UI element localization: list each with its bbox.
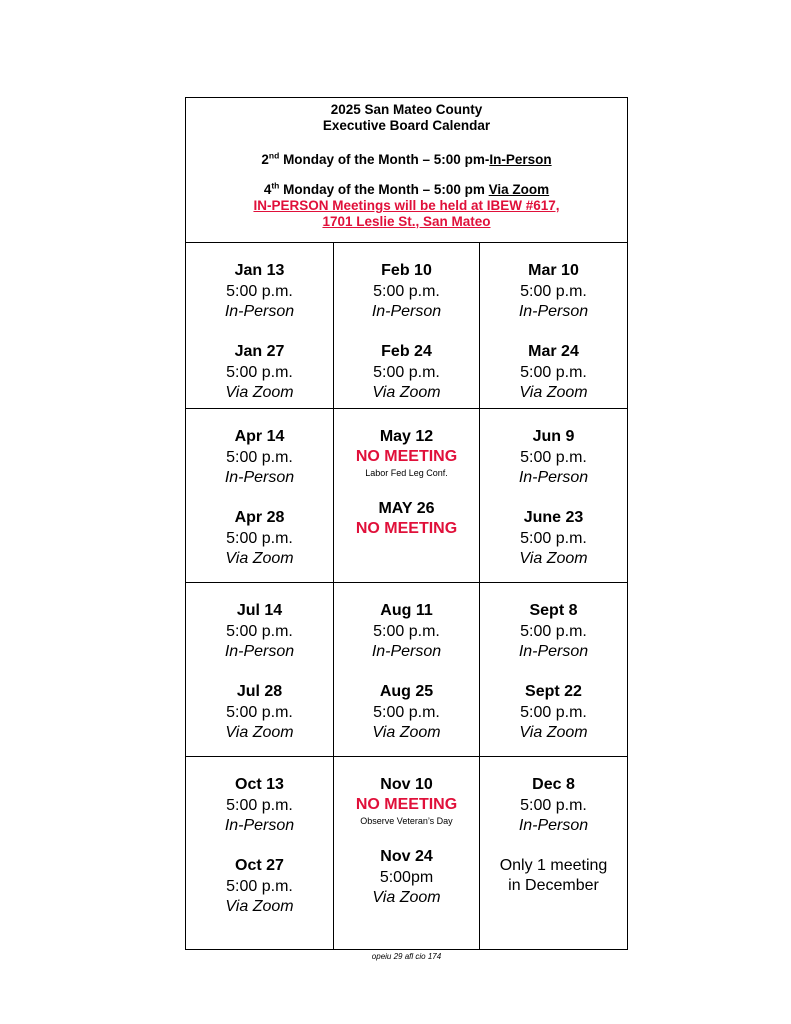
meeting-time: 5:00 p.m. xyxy=(520,283,587,300)
cell-april xyxy=(186,409,334,583)
december-note-line1: Only 1 meeting xyxy=(499,857,608,874)
meeting-date: Oct 27 xyxy=(235,857,284,874)
second-ordinal-suffix: nd xyxy=(268,150,280,161)
meeting-mode: Via Zoom xyxy=(372,724,441,741)
december-note-line2: in December xyxy=(508,877,599,894)
meeting-time: 5:00 p.m. xyxy=(520,797,587,814)
meeting-time: 5:00 p.m. xyxy=(226,797,293,814)
meeting-time: 5:00 p.m. xyxy=(520,704,587,721)
fourth-ordinal: 4 xyxy=(263,182,272,197)
meeting-date: Jan 27 xyxy=(234,343,285,360)
no-meeting-label: NO MEETING xyxy=(355,796,458,813)
meeting-mode: Via Zoom xyxy=(372,889,441,906)
second-monday-line xyxy=(186,152,627,168)
cell-september xyxy=(480,583,627,757)
meeting-date: Feb 10 xyxy=(381,262,432,279)
second-ordinal: 2 xyxy=(261,152,269,167)
meeting-mode: Via Zoom xyxy=(519,724,588,741)
meeting-date: Mar 10 xyxy=(528,262,579,279)
meeting-date: Oct 13 xyxy=(235,776,284,793)
meeting-mode: Via Zoom xyxy=(225,550,294,567)
union-label-footer: opeiu 29 afl cio 174 xyxy=(371,952,442,961)
meeting-date: Feb 24 xyxy=(381,343,432,360)
second-monday-mode: In-Person xyxy=(489,152,552,167)
cell-february xyxy=(334,243,480,409)
meeting-mode: In-Person xyxy=(518,643,589,660)
meeting-time: 5:00 p.m. xyxy=(226,364,293,381)
meeting-date: June 23 xyxy=(523,509,584,526)
meeting-date: May 12 xyxy=(379,428,434,445)
cell-december xyxy=(480,757,627,949)
meeting-date: Apr 14 xyxy=(234,428,285,445)
meeting-mode: Via Zoom xyxy=(519,550,588,567)
meeting-date: Jan 13 xyxy=(234,262,285,279)
meeting-date: Mar 24 xyxy=(528,343,579,360)
meeting-note: Labor Fed Leg Conf. xyxy=(365,468,448,478)
meeting-time: 5:00 p.m. xyxy=(520,623,587,640)
meeting-mode: Via Zoom xyxy=(225,724,294,741)
meeting-mode: In-Person xyxy=(518,469,589,486)
no-meeting-label: NO MEETING xyxy=(355,448,458,465)
meeting-mode: In-Person xyxy=(518,303,589,320)
meeting-date: Aug 11 xyxy=(380,602,433,619)
meeting-time: 5:00 p.m. xyxy=(373,283,440,300)
fourth-monday-mode: Via Zoom xyxy=(488,182,550,197)
calendar-sheet xyxy=(185,97,628,950)
meeting-time: 5:00 p.m. xyxy=(520,364,587,381)
header-title-line2: Executive Board Calendar xyxy=(322,118,491,133)
calendar-header xyxy=(186,98,627,243)
meeting-time: 5:00 p.m. xyxy=(226,449,293,466)
meeting-mode: In-Person xyxy=(224,817,295,834)
cell-july xyxy=(186,583,334,757)
meeting-mode: In-Person xyxy=(371,643,442,660)
fourth-monday-text: Monday of the Month – 5:00 pm xyxy=(279,182,489,197)
meeting-date: Jul 14 xyxy=(236,602,283,619)
meeting-time: 5:00 p.m. xyxy=(226,704,293,721)
meeting-date: Apr 28 xyxy=(234,509,285,526)
meeting-mode: Via Zoom xyxy=(225,898,294,915)
meeting-time: 5:00 p.m. xyxy=(226,283,293,300)
cell-november xyxy=(334,757,480,949)
calendar-grid xyxy=(186,243,627,949)
meeting-time: 5:00 p.m. xyxy=(373,364,440,381)
meeting-date: Dec 8 xyxy=(532,776,575,793)
meeting-note: Observe Veteran’s Day xyxy=(360,816,453,826)
meeting-mode: Via Zoom xyxy=(519,384,588,401)
meeting-mode: In-Person xyxy=(371,303,442,320)
meeting-time: 5:00 p.m. xyxy=(373,623,440,640)
cell-january xyxy=(186,243,334,409)
meeting-date: Nov 24 xyxy=(380,848,433,865)
location-notice-line2: 1701 Leslie St., San Mateo xyxy=(322,214,491,229)
meeting-time: 5:00 p.m. xyxy=(373,704,440,721)
header-title-line1: 2025 San Mateo County xyxy=(330,102,483,117)
meeting-date: MAY 26 xyxy=(378,500,435,517)
meeting-mode: Via Zoom xyxy=(372,384,441,401)
meeting-mode: In-Person xyxy=(518,817,589,834)
meeting-date: Aug 25 xyxy=(379,683,434,700)
meeting-date: Nov 10 xyxy=(380,776,433,793)
meeting-time: 5:00 p.m. xyxy=(520,449,587,466)
meeting-time: 5:00 p.m. xyxy=(520,530,587,547)
no-meeting-label: NO MEETING xyxy=(355,520,458,537)
meeting-time: 5:00pm xyxy=(379,869,434,886)
cell-may xyxy=(334,409,480,583)
fourth-monday-line xyxy=(186,182,627,198)
cell-october xyxy=(186,757,334,949)
meeting-date: Jun 9 xyxy=(532,428,575,445)
meeting-date: Sept 22 xyxy=(525,683,582,700)
cell-august xyxy=(334,583,480,757)
meeting-time: 5:00 p.m. xyxy=(226,530,293,547)
meeting-date: Jul 28 xyxy=(236,683,283,700)
meeting-time: 5:00 p.m. xyxy=(226,878,293,895)
cell-march xyxy=(480,243,627,409)
meeting-mode: In-Person xyxy=(224,469,295,486)
location-notice-line1: IN-PERSON Meetings will be held at IBEW #617, xyxy=(253,198,560,213)
meeting-date: Sept 8 xyxy=(529,602,578,619)
meeting-mode: In-Person xyxy=(224,643,295,660)
meeting-mode: Via Zoom xyxy=(225,384,294,401)
cell-june xyxy=(480,409,627,583)
fourth-ordinal-suffix: th xyxy=(271,180,280,191)
meeting-time: 5:00 p.m. xyxy=(226,623,293,640)
meeting-mode: In-Person xyxy=(224,303,295,320)
second-monday-text: Monday of the Month – 5:00 pm- xyxy=(279,152,490,167)
